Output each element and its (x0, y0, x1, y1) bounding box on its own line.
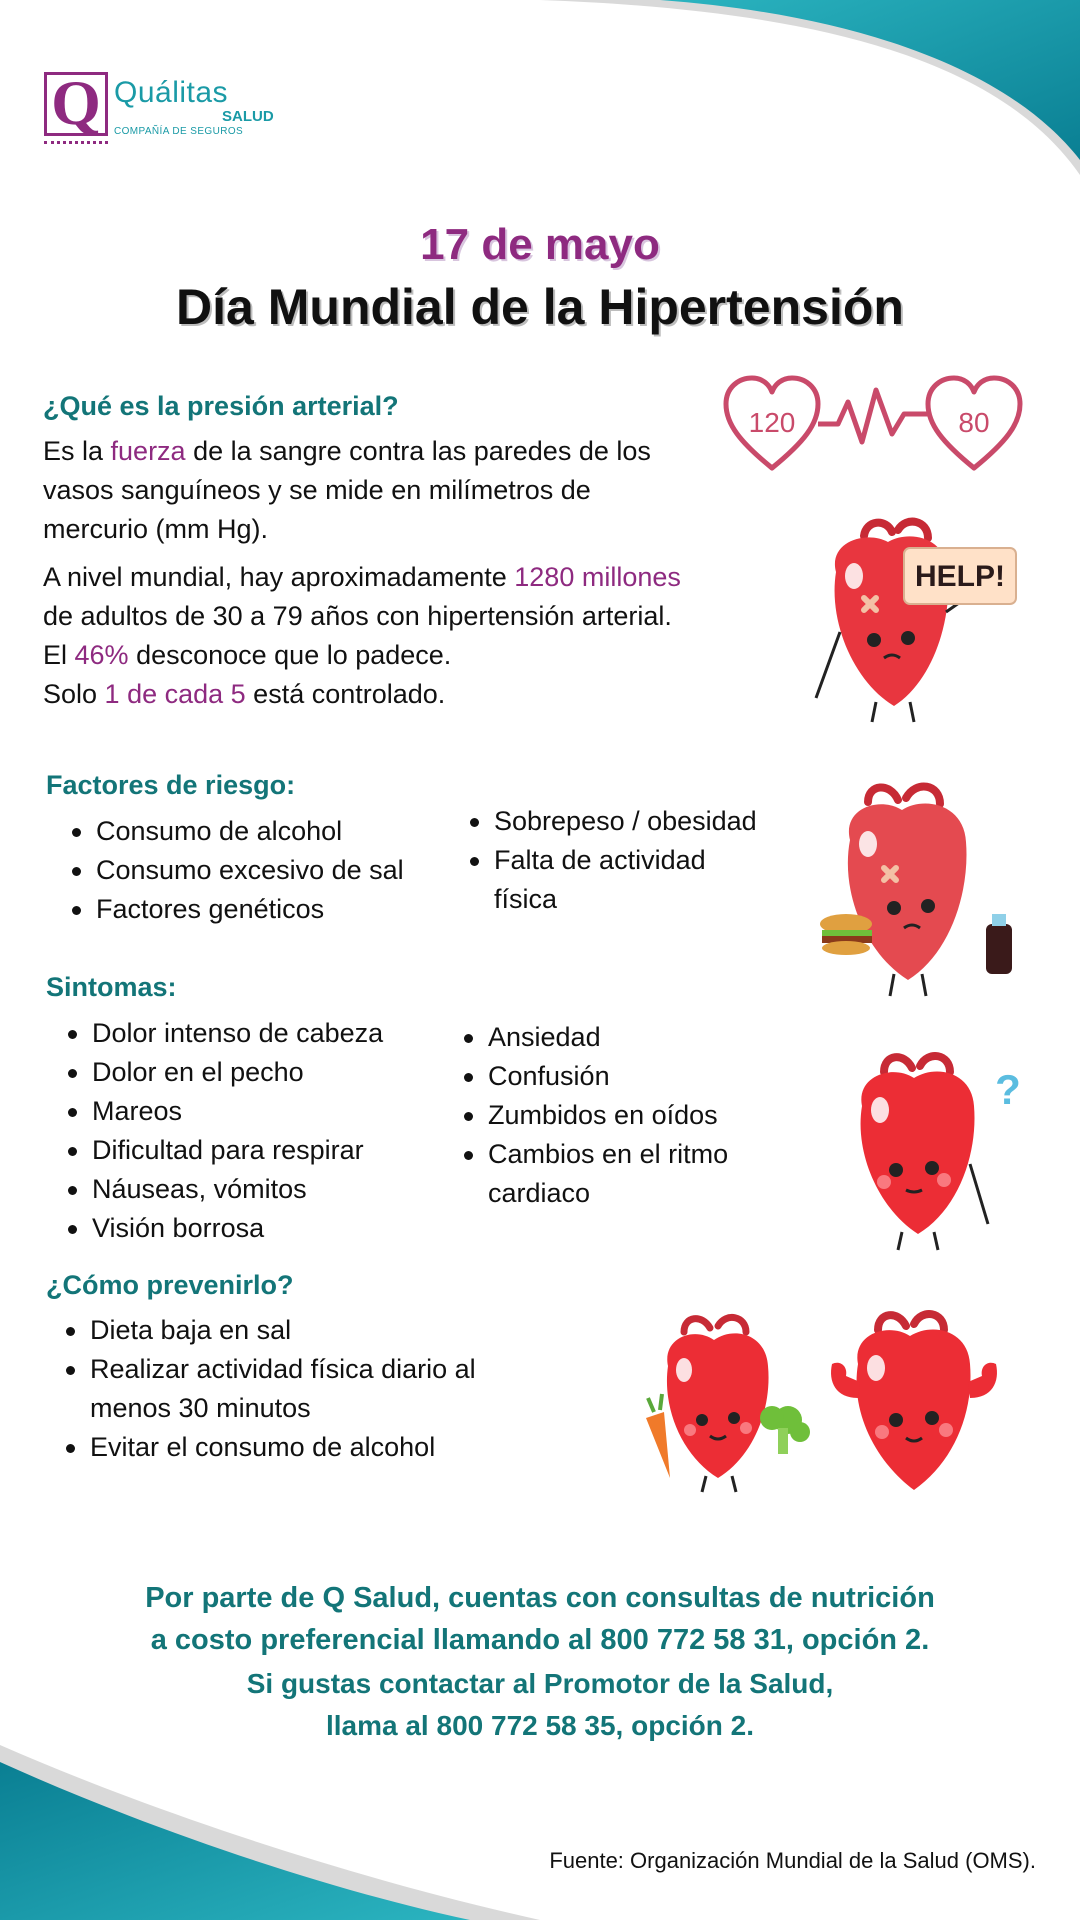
stats-highlight-ratio: 1 de cada 5 (104, 679, 246, 709)
heart-confused-mascot-icon (840, 1044, 1030, 1256)
blood-pressure-definition (43, 432, 663, 549)
section-heading-blood-pressure: ¿Qué es la presión arterial? (43, 391, 399, 421)
date-title: 17 de mayo (420, 220, 660, 269)
list-item: Ansiedad (462, 1018, 802, 1057)
definition-highlight: fuerza (110, 436, 186, 466)
blood-pressure-hearts-icon (720, 372, 1026, 478)
stats-text-d: desconoce que lo padece. (128, 640, 452, 670)
list-item: Falta de actividad física (468, 841, 768, 919)
page-title: Día Mundial de la Hipertensión (176, 279, 904, 335)
risk-factors-list-left (70, 812, 450, 929)
logo-name: Quálitas (114, 76, 229, 109)
list-item: Realizar actividad física diario al menos 30 minutos (64, 1350, 534, 1428)
list-item: Mareos (66, 1092, 466, 1131)
list-item: Visión borrosa (66, 1209, 466, 1248)
stats-text-b: de adultos de 30 a 79 años con hipertensión arterial. (43, 601, 672, 631)
logo-dots (44, 141, 108, 144)
footer-line-3: Si gustas contactar al Promotor de la Salud, (246, 1668, 834, 1699)
prevention-list (64, 1311, 534, 1467)
definition-text-a: Es la (43, 436, 111, 466)
list-item: Zumbidos en oídos (462, 1096, 802, 1135)
stats-highlight-percent: 46% (74, 640, 129, 670)
stats-highlight-adults: 1280 millones (514, 562, 681, 592)
list-item: Dificultad para respirar (66, 1131, 466, 1170)
heart-vegetables-mascot-icon (640, 1308, 820, 1498)
footer-line-2: a costo preferencial llamando al 800 772 58 31, opción 2. (150, 1624, 930, 1656)
question-mark-text: ? (995, 1066, 1021, 1113)
list-item: Dolor en el pecho (66, 1053, 466, 1092)
risk-factors-list-right (468, 802, 768, 919)
diastolic-value: 80 (958, 407, 990, 438)
footer-line-4: llama al 800 772 58 35, opción 2. (325, 1710, 755, 1741)
list-item: Dolor intenso de cabeza (66, 1014, 466, 1053)
definition-text-b: de la sangre contra las paredes de los vasos sanguíneos y se mide en milímetros de mercurio (mm Hg). (43, 436, 651, 544)
section-heading-risk-factors: Factores de riesgo: (46, 770, 296, 800)
stats-text-f: está controlado. (245, 679, 446, 709)
stats-text-a: A nivel mundial, hay aproximadamente (43, 562, 515, 592)
logo-q-mark: Q (44, 72, 108, 136)
source-citation: Fuente: Organización Mundial de la Salud (OMS). (549, 1848, 1036, 1873)
list-item: Consumo de alcohol (70, 812, 450, 851)
section-heading-prevention: ¿Cómo prevenirlo? (46, 1270, 294, 1300)
list-item: Cambios en el ritmo cardiaco (462, 1135, 802, 1213)
logo-subtitle: COMPAÑÍA DE SEGUROS (114, 126, 244, 137)
list-item: Factores genéticos (70, 890, 450, 929)
stats-text-e: Solo (43, 679, 105, 709)
list-item: Dieta baja en sal (64, 1311, 534, 1350)
list-item: Sobrepeso / obesidad (468, 802, 768, 841)
logo-salud: SALUD (222, 108, 274, 125)
heart-help-mascot-icon (806, 512, 1022, 728)
list-item: Confusión (462, 1057, 802, 1096)
systolic-value: 120 (748, 407, 796, 438)
heart-strong-mascot-icon (822, 1302, 1022, 1498)
list-item: Consumo excesivo de sal (70, 851, 450, 890)
top-right-swoosh (660, 0, 1080, 160)
section-heading-symptoms: Sintomas: (46, 972, 177, 1002)
qualitas-logo (44, 67, 274, 144)
heart-junk-food-mascot-icon (818, 774, 1022, 1004)
symptoms-list-right (462, 1018, 802, 1213)
hypertension-statistics (43, 558, 683, 714)
list-item: Náuseas, vómitos (66, 1170, 466, 1209)
footer-line-1: Por parte de Q Salud, cuentas con consultas de nutrición (145, 1582, 935, 1614)
list-item: Evitar el consumo de alcohol (64, 1428, 534, 1467)
help-sign-text: HELP! (915, 560, 1005, 593)
stats-text-c: El (43, 640, 75, 670)
symptoms-list-left (66, 1014, 466, 1248)
